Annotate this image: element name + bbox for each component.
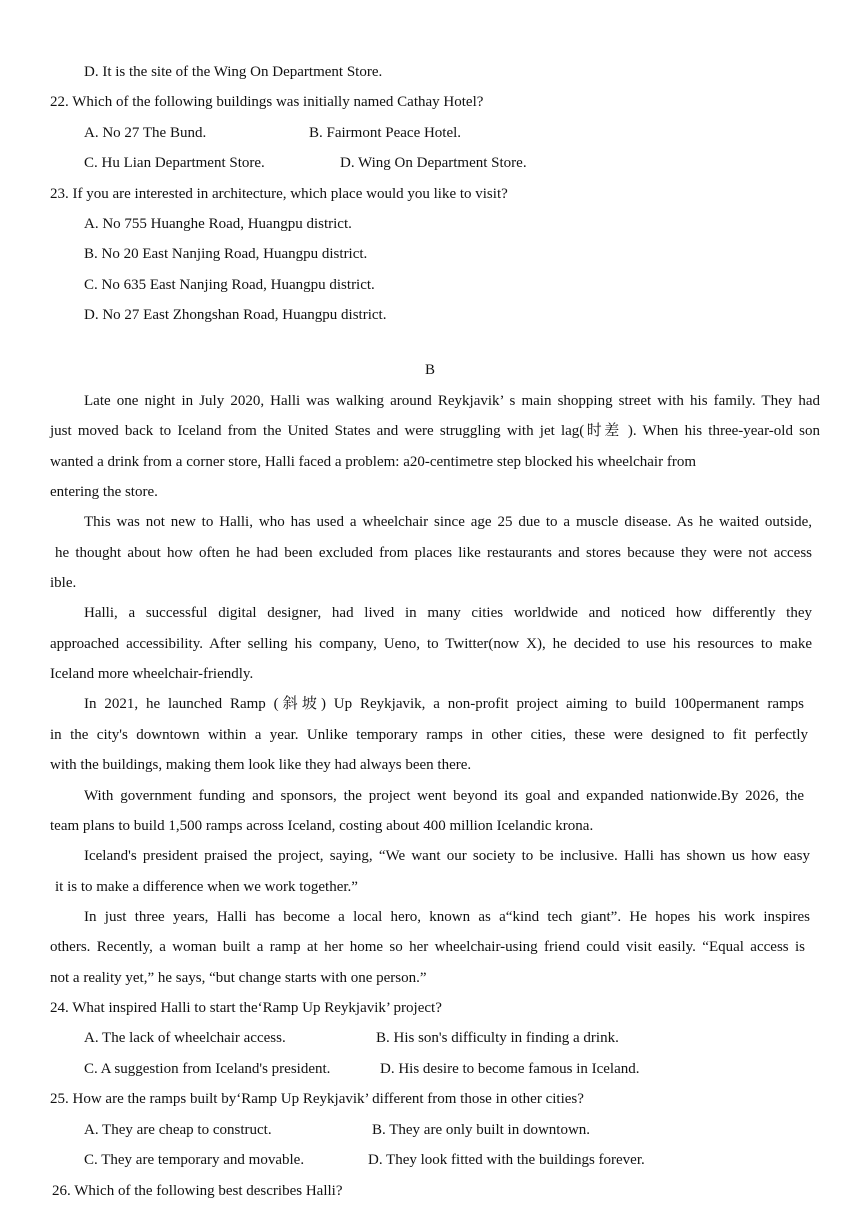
q24-option-a: A. The lack of wheelchair access. [84, 1030, 286, 1046]
passage-line: ible. [50, 575, 77, 591]
q24-stem: 24. What inspired Halli to start the‘Ramp Up Reykjavik’ project? [50, 1000, 442, 1016]
passage-line: with the buildings, making them look like they had always been there. [50, 757, 472, 773]
passage-line: team plans to build 1,500 ramps across Iceland, costing about 400 million Icelandic krona. [50, 818, 594, 834]
passage-line: Late one night in July 2020, Halli was walking around Reykjavik’ s main shopping street with his family. They had [84, 393, 820, 409]
passage-line: approached accessibility. After selling his company, Ueno, to Twitter(now X), he decided to use his resources to make [50, 636, 812, 652]
passage-line: not a reality yet,” he says, “but change starts with one person.” [50, 970, 427, 986]
q25-stem: 25. How are the ramps built by‘Ramp Up Reykjavik’ different from those in other cities? [50, 1091, 584, 1107]
passage-line: wanted a drink from a corner store, Halli faced a problem: a20-centimetre step blocked his wheelchair from [50, 454, 696, 470]
q23-option-d: D. No 27 East Zhongshan Road, Huangpu district. [84, 307, 387, 323]
q22-stem: 22. Which of the following buildings was initially named Cathay Hotel? [50, 94, 484, 110]
q25-option-b: B. They are only built in downtown. [372, 1122, 591, 1138]
q23-option-c: C. No 635 East Nanjing Road, Huangpu district. [84, 277, 375, 293]
q22-option-c: C. Hu Lian Department Store. [84, 155, 265, 171]
q25-option-a: A. They are cheap to construct. [84, 1122, 272, 1138]
q23-stem: 23. If you are interested in architecture, which place would you like to visit? [50, 186, 508, 202]
passage-line: Halli, a successful digital designer, had lived in many cities worldwide and noticed how differently they [84, 605, 812, 621]
passage-line: Iceland more wheelchair-friendly. [50, 666, 254, 682]
passage-line: others. Recently, a woman built a ramp at her home so her wheelchair-using friend could visit easily. “Equal access is [50, 939, 805, 955]
q24-option-c: C. A suggestion from Iceland's president. [84, 1061, 331, 1077]
passage-line: just moved back to Iceland from the United States and were struggling with jet lag(时差 ). When his three-year-old son [50, 423, 820, 439]
passage-line: in the city's downtown within a year. Unlike temporary ramps in other cities, these were designed to fit perfectly [50, 727, 808, 743]
q25-option-c: C. They are temporary and movable. [84, 1152, 305, 1168]
passage-line: entering the store. [50, 484, 158, 500]
q22-option-a: A. No 27 The Bund. [84, 125, 207, 141]
q23-option-a: A. No 755 Huanghe Road, Huangpu district. [84, 216, 352, 232]
q25-option-d: D. They look fitted with the buildings forever. [368, 1152, 645, 1168]
passage-line: he thought about how often he had been excluded from places like restaurants and stores because they were not access [55, 545, 812, 561]
passage-line: In just three years, Halli has become a local hero, known as a“kind tech giant”. He hopes his work inspires [84, 909, 810, 925]
passage-line: This was not new to Halli, who has used a wheelchair since age 25 due to a muscle disease. As he waited outside, [84, 514, 812, 530]
passage-line: Iceland's president praised the project, saying, “We want our society to be inclusive. Halli has shown us how easy [84, 848, 810, 864]
q23-option-b: B. No 20 East Nanjing Road, Huangpu district. [84, 246, 368, 262]
q24-option-b: B. His son's difficulty in finding a drink. [376, 1030, 619, 1046]
q24-option-d: D. His desire to become famous in Iceland. [380, 1061, 640, 1077]
q22-option-b: B. Fairmont Peace Hotel. [309, 125, 462, 141]
q26-stem: 26. Which of the following best describes Halli? [52, 1183, 343, 1199]
q21-option-d: D. It is the site of the Wing On Department Store. [84, 64, 383, 80]
q22-option-d: D. Wing On Department Store. [340, 155, 527, 171]
section-heading: B [424, 362, 435, 378]
passage-line: In 2021, he launched Ramp (斜坡) Up Reykjavik, a non-profit project aiming to build 100permanent ramps [84, 696, 804, 712]
passage-line: With government funding and sponsors, the project went beyond its goal and expanded nationwide.By 2026, the [84, 788, 804, 804]
passage-line: it is to make a difference when we work together.” [55, 879, 358, 895]
